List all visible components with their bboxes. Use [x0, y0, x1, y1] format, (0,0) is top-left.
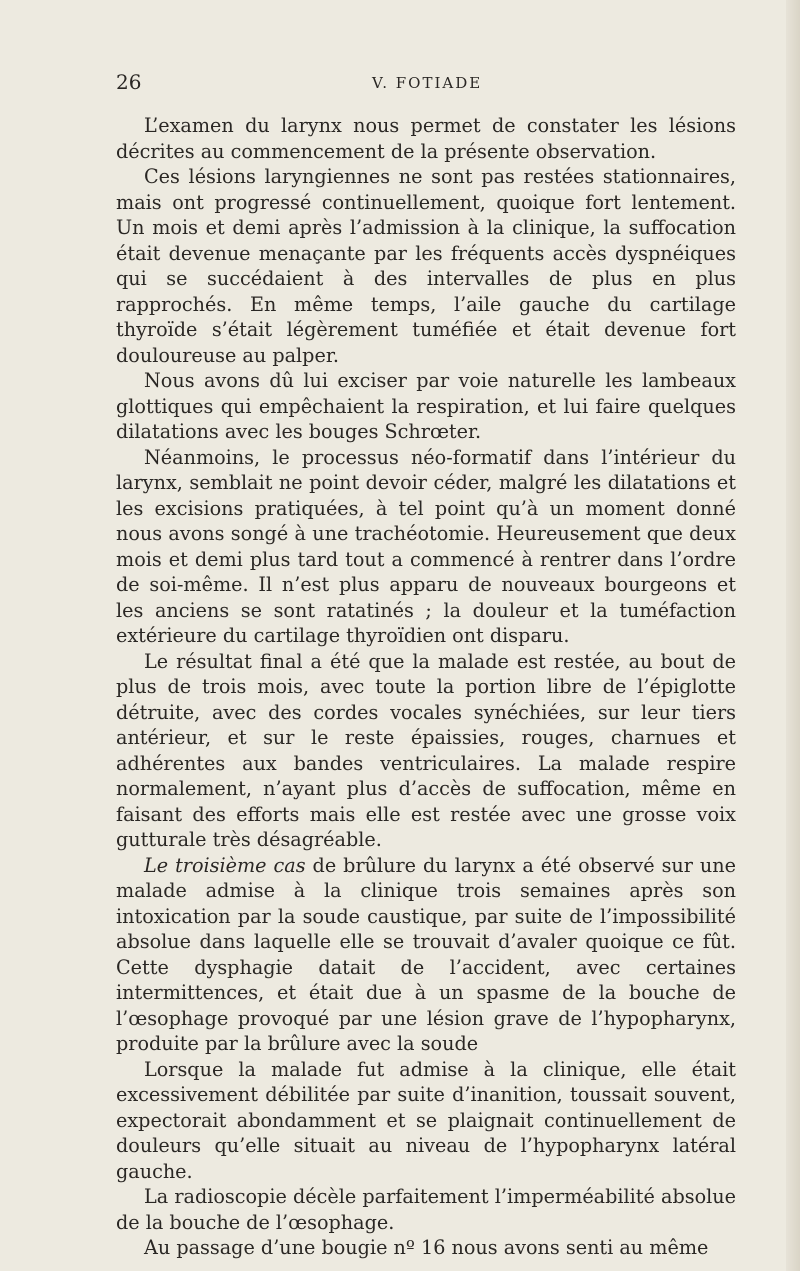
- paragraph: Au passage d’une bougie nº 16 nous avons senti au même: [144, 1236, 709, 1259]
- running-head: [116, 70, 736, 100]
- body-text: [116, 113, 736, 1261]
- paragraph: Néanmoins, le processus néo-formatif dans l’intérieur du larynx, semblait ne point devoir céder, malgré les dilatations et les excisions pratiquées, à tel point qu’à un moment donné nous avons songé à une trachéotomie. Heureusement que deux mois et demi plus tard tout a commencé à rentrer dans l’ordre de soi-même. Il n’est plus apparu de nouveaux bourgeons et les anciens se sont ratatinés ; la douleur et la tuméfaction extérieure du cartilage thyroïdien ont disparu.: [116, 445, 736, 647]
- paragraph: Le résultat final a été que la malade est restée, au bout de plus de trois mois, avec toute la portion libre de l’épiglotte détruite, avec des cordes vocales synéchiées, sur leur tiers antérieur, et sur le reste épaissies, rouges, charnues et adhérentes aux bandes ventriculaires. La malade respire normalement, n’ayant plus d’accès de suffocation, même en faisant des efforts mais elle est restée avec une grosse voix gutturale très désagréable.: [116, 649, 736, 851]
- case-title: Le troisième cas: [144, 853, 306, 877]
- page-edge: [786, 0, 800, 1271]
- paragraph: [116, 853, 736, 1057]
- paragraph-text: de brûlure du larynx a été observé sur une malade admise à la clinique trois semaines après son intoxication par la soude caustique, par suite de l’impossibilité absolue dans laquelle elle se trouvait d’avaler quoique ce fût. Cette dysphagie datait de l’accident, avec certaines intermittences, et était due à un spasme de la bouche de l’œsophage provoqué par une lésion grave de l’hypopharynx, produite par la brûlure avec la soude: [116, 853, 736, 1055]
- paragraph: La radioscopie décèle parfaitement l’imperméabilité absolue de la bouche de l’œsophage.: [116, 1185, 736, 1234]
- paragraph: Ces lésions laryngiennes ne sont pas restées stationnaires, mais ont progressé continuellement, quoique fort lentement. Un mois et demi après l’admission à la clinique, la suffocation était devenue menaçante par les fréquents accès dyspnéiques qui se succédaient à des intervalles de plus en plus rapprochés. En même temps, l’aile gauche du cartilage thyroïde s’était légèrement tuméfiée et était devenue fort douloureuse au palper.: [116, 165, 736, 367]
- page-number: 26: [116, 70, 142, 94]
- running-head-author: V. FOTIADE: [372, 74, 483, 92]
- paragraph: L’examen du larynx nous permet de constater les lésions décrites au commencement de la présente observation.: [116, 114, 736, 163]
- paragraph: Nous avons dû lui exciser par voie naturelle les lambeaux glottiques qui empêchaient la respiration, et lui faire quelques dilatations avec les bouges Schrœter.: [116, 369, 736, 443]
- paragraph: Lorsque la malade fut admise à la clinique, elle était excessivement débilitée par suite d’inanition, toussait souvent, expectorait abondamment et se plaignait continuellement de douleurs qu’elle situait au niveau de l’hypopharynx latéral gauche.: [116, 1057, 736, 1183]
